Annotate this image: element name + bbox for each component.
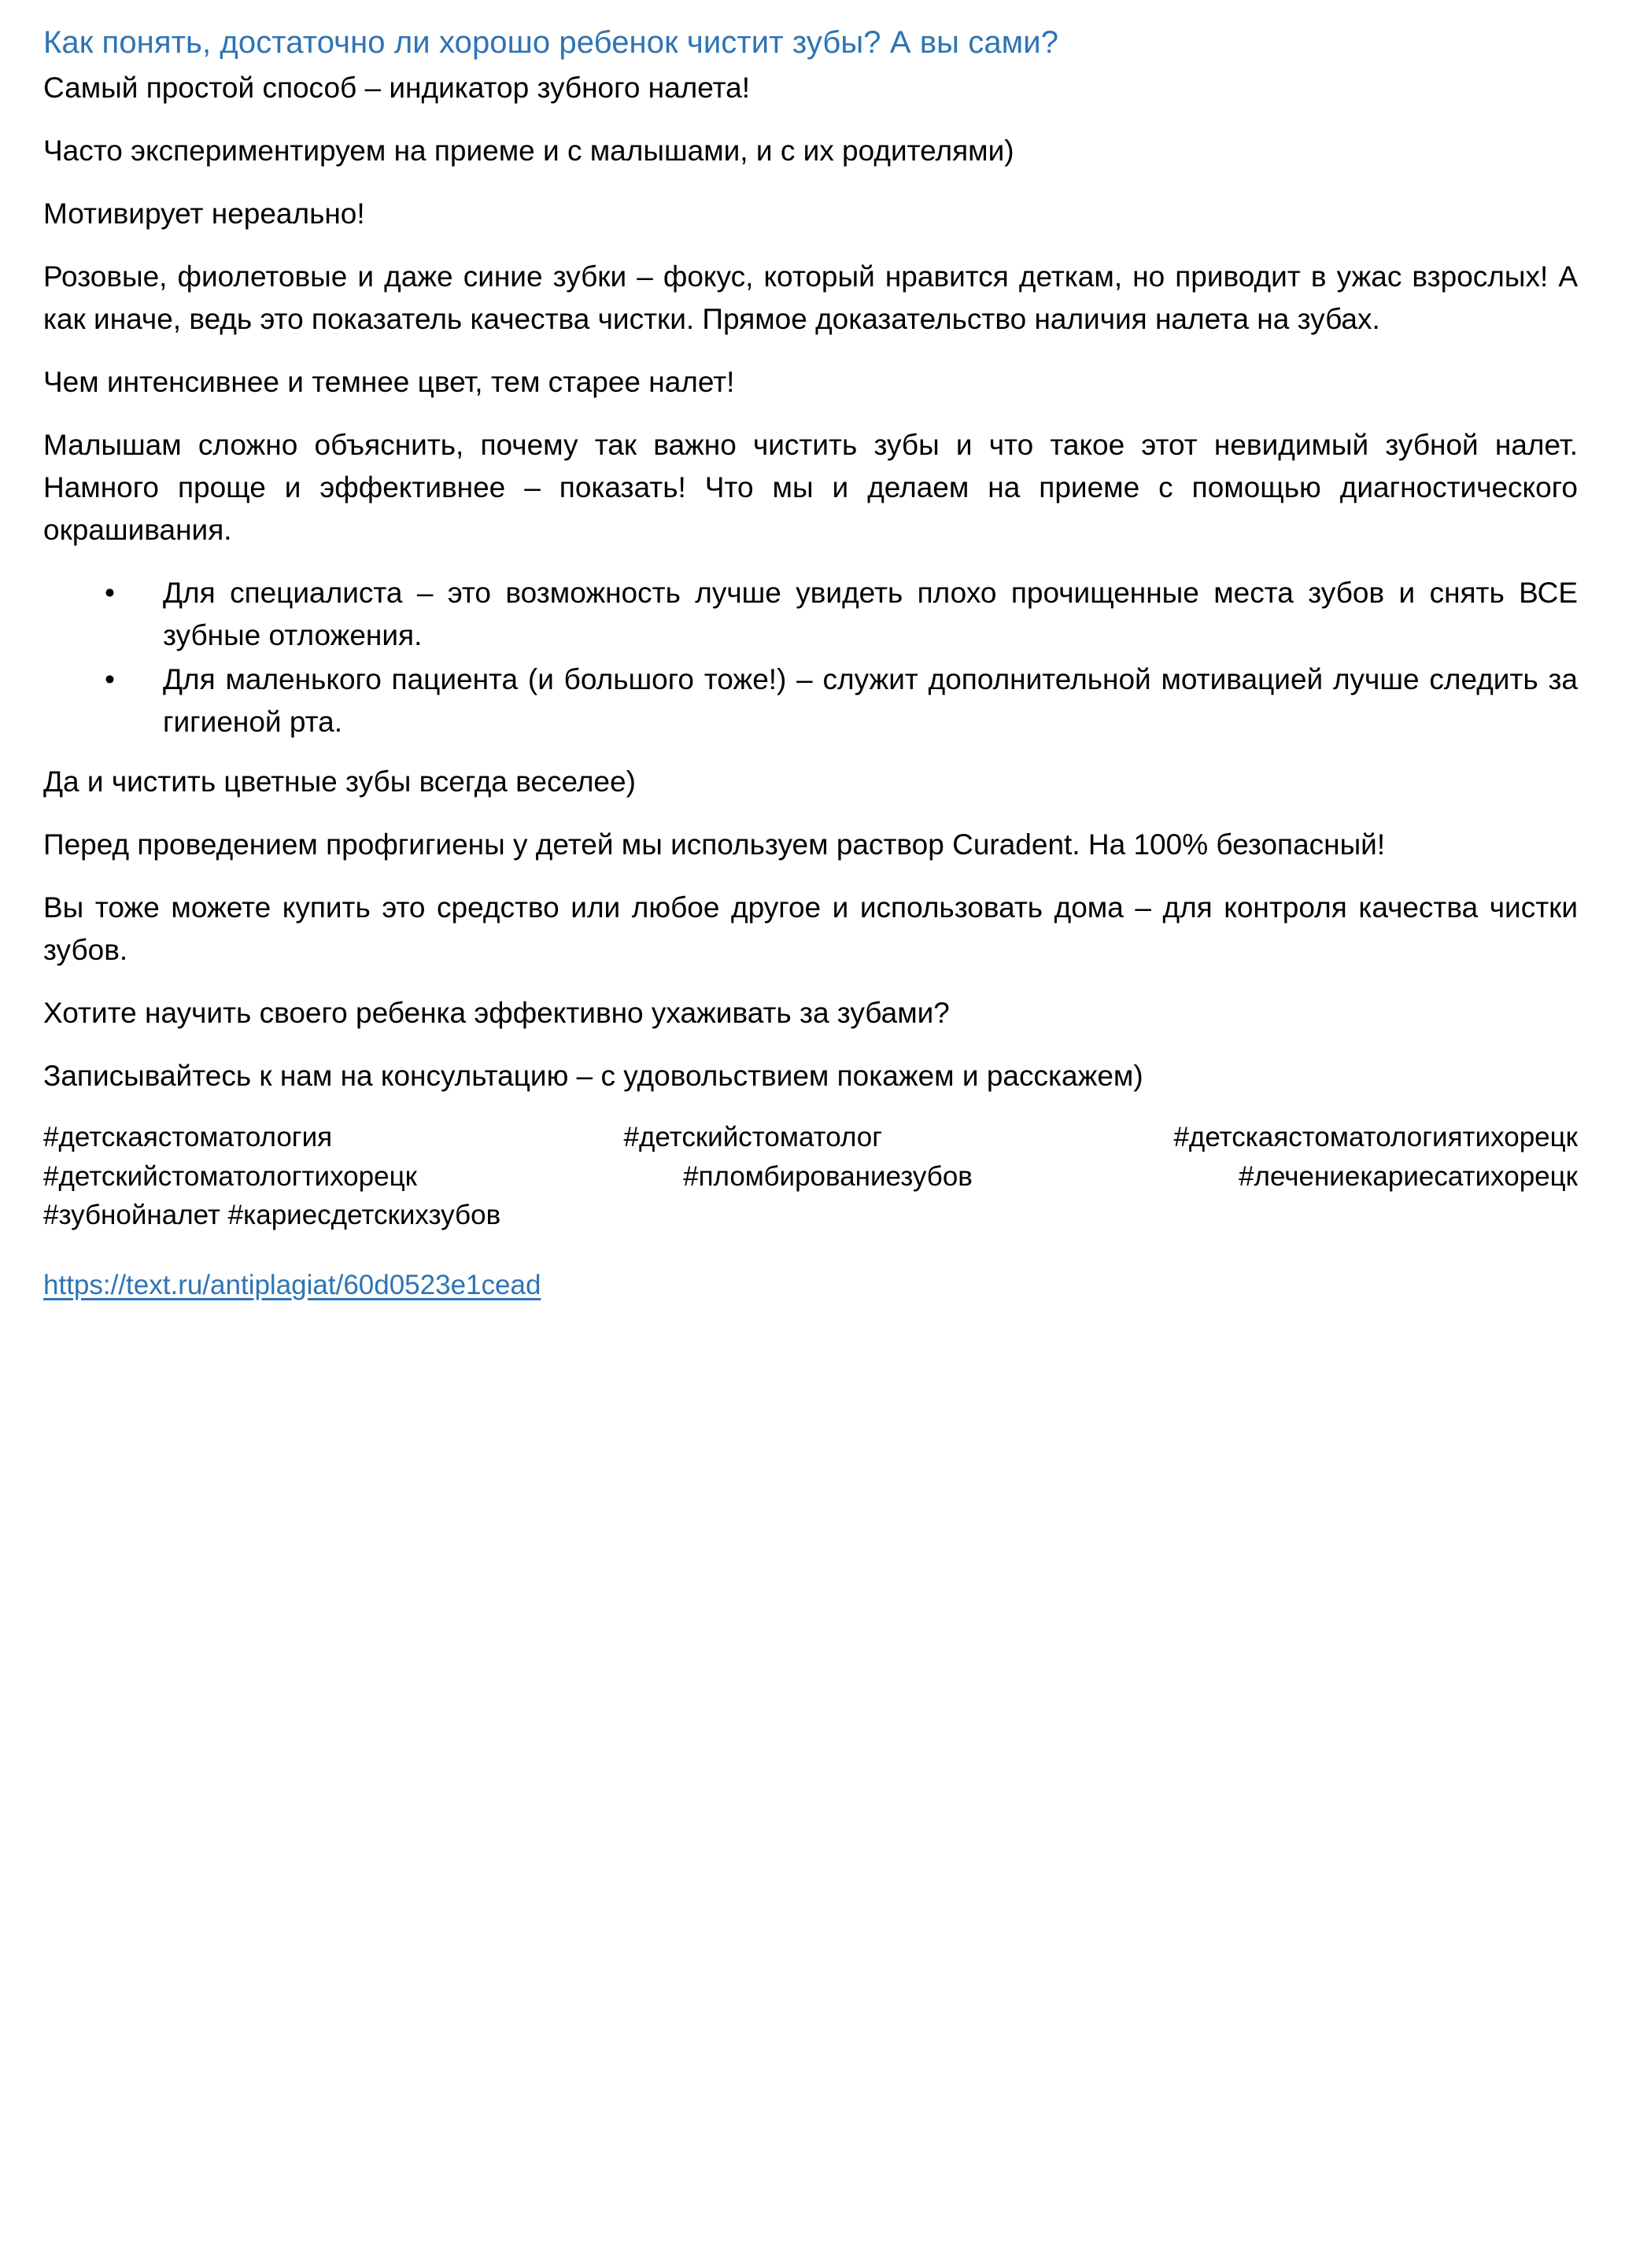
hashtag-row-1 xyxy=(43,1118,1578,1157)
hashtag: #пломбированиезубов xyxy=(683,1160,973,1192)
paragraph-4: Розовые, фиолетовые и даже синие зубки – фокус, который нравится деткам, но приводит в ужас взрослых! А как иначе, ведь это показатель качества чистки. Прямое доказательство наличия налета на зубах. xyxy=(43,260,1578,335)
paragraph-6: Малышам сложно объяснить, почему так важно чистить зубы и что такое этот невидимый зубной налет. Намного проще и эффективнее – показать! Что мы и делаем на приеме с помощью диагностического окрашивания. xyxy=(43,428,1578,546)
list-item xyxy=(43,572,1578,657)
hashtag-block xyxy=(43,1118,1578,1235)
link-container xyxy=(43,1270,1578,1301)
paragraph-11: Записывайтесь к нам на консультацию – с удовольствием покажем и расскажем) xyxy=(43,1060,1143,1093)
paragraph-10: Хотите научить своего ребенка эффективно ухаживать за зубами? xyxy=(43,997,950,1030)
bullet-list xyxy=(43,572,1578,743)
paragraph-3: Мотивирует нереально! xyxy=(43,197,365,230)
bullet-icon: • xyxy=(105,576,115,609)
paragraph-5: Чем интенсивнее и темнее цвет, тем старее налет! xyxy=(43,365,735,398)
list-item-text: Для маленького пациента (и большого тоже!) – служит дополнительной мотивацией лучше следить за гигиеной рта. xyxy=(163,662,1578,738)
hashtag: #детскийстоматологтихорецк xyxy=(43,1160,417,1192)
hashtag-row-2 xyxy=(43,1157,1578,1197)
list-item xyxy=(43,658,1578,743)
page-title: Как понять, достаточно ли хорошо ребенок чистит зубы? А вы сами? xyxy=(43,25,1059,60)
hashtag-row-3: #зубнойналет #кариесдетскихзубов xyxy=(43,1200,501,1231)
paragraph-7: Да и чистить цветные зубы всегда веселее) xyxy=(43,765,636,798)
hashtag: #детскийстоматолог xyxy=(623,1122,883,1153)
hashtag: #детскаястоматология xyxy=(43,1122,333,1153)
hashtag: #детскаястоматологиятихорецк xyxy=(1173,1122,1578,1153)
paragraph-2: Часто экспериментируем на приеме и с малышами, и с их родителями) xyxy=(43,134,1014,167)
paragraph-9: Вы тоже можете купить это средство или любое другое и использовать дома – для контроля качества чистки зубов. xyxy=(43,891,1578,967)
hashtag: #лечениекариесатихорецк xyxy=(1239,1160,1578,1192)
antiplagiat-link[interactable]: https://text.ru/antiplagiat/60d0523e1cead xyxy=(43,1270,541,1301)
list-item-text: Для специалиста – это возможность лучше увидеть плохо прочищенные места зубов и снять ВСЕ зубные отложения. xyxy=(163,576,1578,651)
paragraph-8: Перед проведением профгигиены у детей мы используем раствор Curadent. На 100% безопасный! xyxy=(43,828,1386,861)
paragraph-1: Самый простой способ – индикатор зубного налета! xyxy=(43,71,751,104)
bullet-icon: • xyxy=(105,662,115,695)
